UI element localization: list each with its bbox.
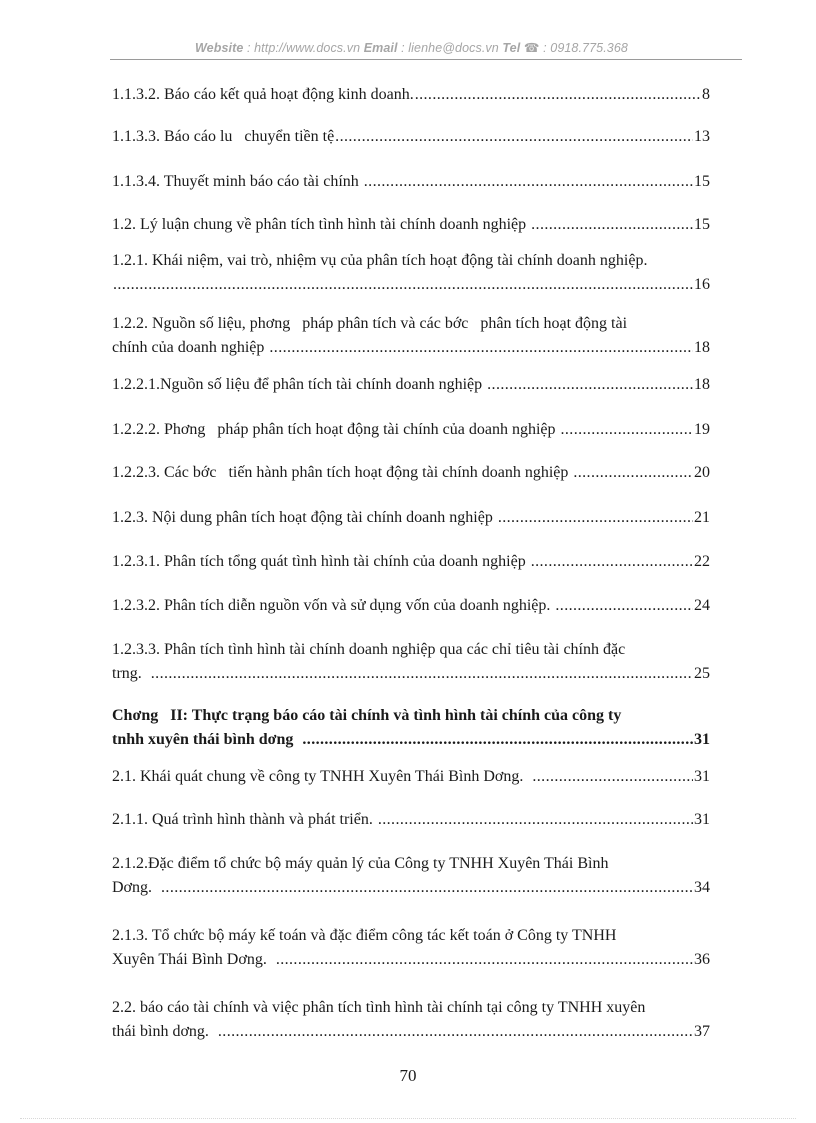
toc-entry bbox=[112, 418, 710, 442]
toc-leader bbox=[531, 550, 693, 574]
toc-leader bbox=[561, 418, 694, 442]
email-label: Email bbox=[363, 41, 398, 55]
toc-leader bbox=[364, 170, 693, 194]
toc-entry-title: 1.2.3.2. Phân tích diễn nguồn vốn và sử dụng vốn của doanh nghiệp. bbox=[112, 597, 555, 614]
toc-entry-title: 2.1. Khái quát chung về công ty TNHH Xuyên Thái Bình Dơng. bbox=[112, 768, 532, 785]
toc-entry-page: 31 bbox=[694, 811, 710, 828]
toc-entry bbox=[112, 638, 710, 686]
toc-entry-title: 1.1.3.4. Thuyết minh báo cáo tài chính bbox=[112, 173, 363, 190]
tel-label: Tel bbox=[502, 41, 521, 55]
toc-leader bbox=[378, 808, 693, 832]
toc-entry bbox=[112, 125, 710, 149]
toc-entry bbox=[112, 506, 710, 530]
toc-entry bbox=[112, 373, 710, 397]
toc-entry bbox=[112, 170, 710, 194]
toc-entry-title-cont: chính của doanh nghiệp bbox=[112, 339, 269, 356]
toc-entry-page: 21 bbox=[694, 509, 710, 526]
toc-entry-page: 18 bbox=[694, 376, 710, 393]
toc-entry-page: 25 bbox=[694, 665, 710, 682]
toc-entry-title: 1.1.3.3. Báo cáo lu chuyển tiền tệ bbox=[112, 128, 335, 145]
toc-entry-page: 8 bbox=[702, 86, 710, 103]
toc-entry bbox=[112, 312, 710, 360]
toc-entry-page: 34 bbox=[694, 879, 710, 896]
toc-entry-title: 1.2. Lý luận chung về phân tích tình hình tài chính doanh nghiệp bbox=[112, 216, 531, 233]
toc-entry-page: 16 bbox=[694, 276, 710, 293]
phone-icon: ☎ bbox=[523, 41, 540, 55]
toc-entry bbox=[112, 550, 710, 574]
page-number: 70 bbox=[399, 1066, 417, 1085]
toc-entry-page: 20 bbox=[694, 464, 710, 481]
toc-entry bbox=[112, 213, 710, 237]
toc-entry-title: 1.2.2. Nguồn số liệu, phơng pháp phân tích và các bớc phân tích hoạt động tài bbox=[112, 315, 628, 332]
toc-entry bbox=[112, 996, 710, 1044]
toc-entry-page: 31 bbox=[694, 768, 710, 785]
toc-leader bbox=[498, 506, 693, 530]
toc-entry-title: 1.2.3.3. Phân tích tình hình tài chính doanh nghiệp qua các chỉ tiêu tài chính đặc bbox=[112, 641, 626, 658]
toc-entry-title-cont: Dơng. bbox=[112, 879, 161, 896]
toc-entry-title: 1.2.1. Khái niệm, vai trò, nhiệm vụ của phân tích hoạt động tài chính doanh nghiệp. bbox=[112, 252, 648, 269]
toc-entry-page: 13 bbox=[694, 128, 710, 145]
toc-leader bbox=[113, 273, 693, 297]
toc-entry-page: 22 bbox=[694, 553, 710, 570]
toc-entry-page: 36 bbox=[694, 951, 710, 968]
toc-leader bbox=[151, 662, 693, 686]
toc-entry-title: 2.1.1. Quá trình hình thành và phát triển. bbox=[112, 811, 377, 828]
toc-entry-title: 2.1.2.Đặc điểm tổ chức bộ máy quản lý của Công ty TNHH Xuyên Thái Bình bbox=[112, 855, 609, 872]
toc-entry bbox=[112, 249, 710, 297]
toc-entry-title: 2.1.3. Tổ chức bộ máy kế toán và đặc điểm công tác kết toán ở Công ty TNHH bbox=[112, 927, 617, 944]
toc-chapter-entry bbox=[112, 704, 710, 752]
toc-entry bbox=[112, 594, 710, 618]
toc-leader bbox=[276, 948, 693, 972]
toc-entry-title: 1.2.2.2. Phơng pháp phân tích hoạt động tài chính của doanh nghiệp bbox=[112, 421, 560, 438]
toc-leader bbox=[487, 373, 693, 397]
header-divider bbox=[110, 59, 742, 60]
toc-entry-title: 1.2.2.3. Các bớc tiến hành phân tích hoạt động tài chính doanh nghiệp bbox=[112, 464, 573, 481]
toc-entry-title: Chơng II: Thực trạng báo cáo tài chính và tình hình tài chính của công ty bbox=[112, 707, 622, 724]
toc-entry-page: 19 bbox=[694, 421, 710, 438]
toc-leader bbox=[302, 728, 693, 752]
toc-entry bbox=[112, 83, 710, 107]
toc-entry bbox=[112, 808, 710, 832]
toc-entry-page: 15 bbox=[694, 173, 710, 190]
tel-value: : 0918.775.368 bbox=[539, 41, 628, 55]
toc-leader bbox=[532, 765, 693, 789]
toc-entry-page: 24 bbox=[694, 597, 710, 614]
toc-entry-title: 1.2.2.1.Nguồn số liệu để phân tích tài chính doanh nghiệp bbox=[112, 376, 487, 393]
toc-entry-title: 2.2. báo cáo tài chính và việc phân tích tình hình tài chính tại công ty TNHH xuyên bbox=[112, 999, 646, 1016]
toc-entry bbox=[112, 924, 710, 972]
page-header bbox=[195, 40, 665, 55]
toc-entry-page: 15 bbox=[694, 216, 710, 233]
toc-entry-title-cont: tnhh xuyên thái bình dơng bbox=[112, 731, 302, 748]
toc-entry bbox=[112, 852, 710, 900]
toc-leader bbox=[335, 125, 693, 149]
toc-leader bbox=[555, 594, 693, 618]
toc-entry bbox=[112, 765, 710, 789]
toc-entry-title-cont: thái bình dơng. bbox=[112, 1023, 217, 1040]
toc-entry-title: 1.1.3.2. Báo cáo kết quả hoạt động kinh doanh. bbox=[112, 86, 414, 103]
toc-entry-page: 31 bbox=[694, 731, 710, 748]
toc-leader bbox=[531, 213, 693, 237]
toc-entry-title-cont: Xuyên Thái Bình Dơng. bbox=[112, 951, 275, 968]
toc-entry bbox=[112, 461, 710, 485]
website-value: : http://www.docs.vn bbox=[243, 41, 364, 55]
toc-leader bbox=[269, 336, 693, 360]
toc-entry-page: 18 bbox=[694, 339, 710, 356]
footer-divider bbox=[20, 1118, 796, 1119]
toc-leader bbox=[415, 83, 701, 107]
toc-leader bbox=[573, 461, 693, 485]
toc-entry-page: 37 bbox=[694, 1023, 710, 1040]
toc-entry-title-cont: trng. bbox=[112, 665, 150, 682]
toc-entry-title: 1.2.3.1. Phân tích tổng quát tình hình tài chính của doanh nghiệp bbox=[112, 553, 530, 570]
toc-leader bbox=[218, 1020, 693, 1044]
toc-leader bbox=[161, 876, 693, 900]
email-value: : lienhe@docs.vn bbox=[397, 41, 503, 55]
website-label: Website bbox=[195, 41, 244, 55]
toc-entry-title: 1.2.3. Nội dung phân tích hoạt động tài chính doanh nghiệp bbox=[112, 509, 497, 526]
